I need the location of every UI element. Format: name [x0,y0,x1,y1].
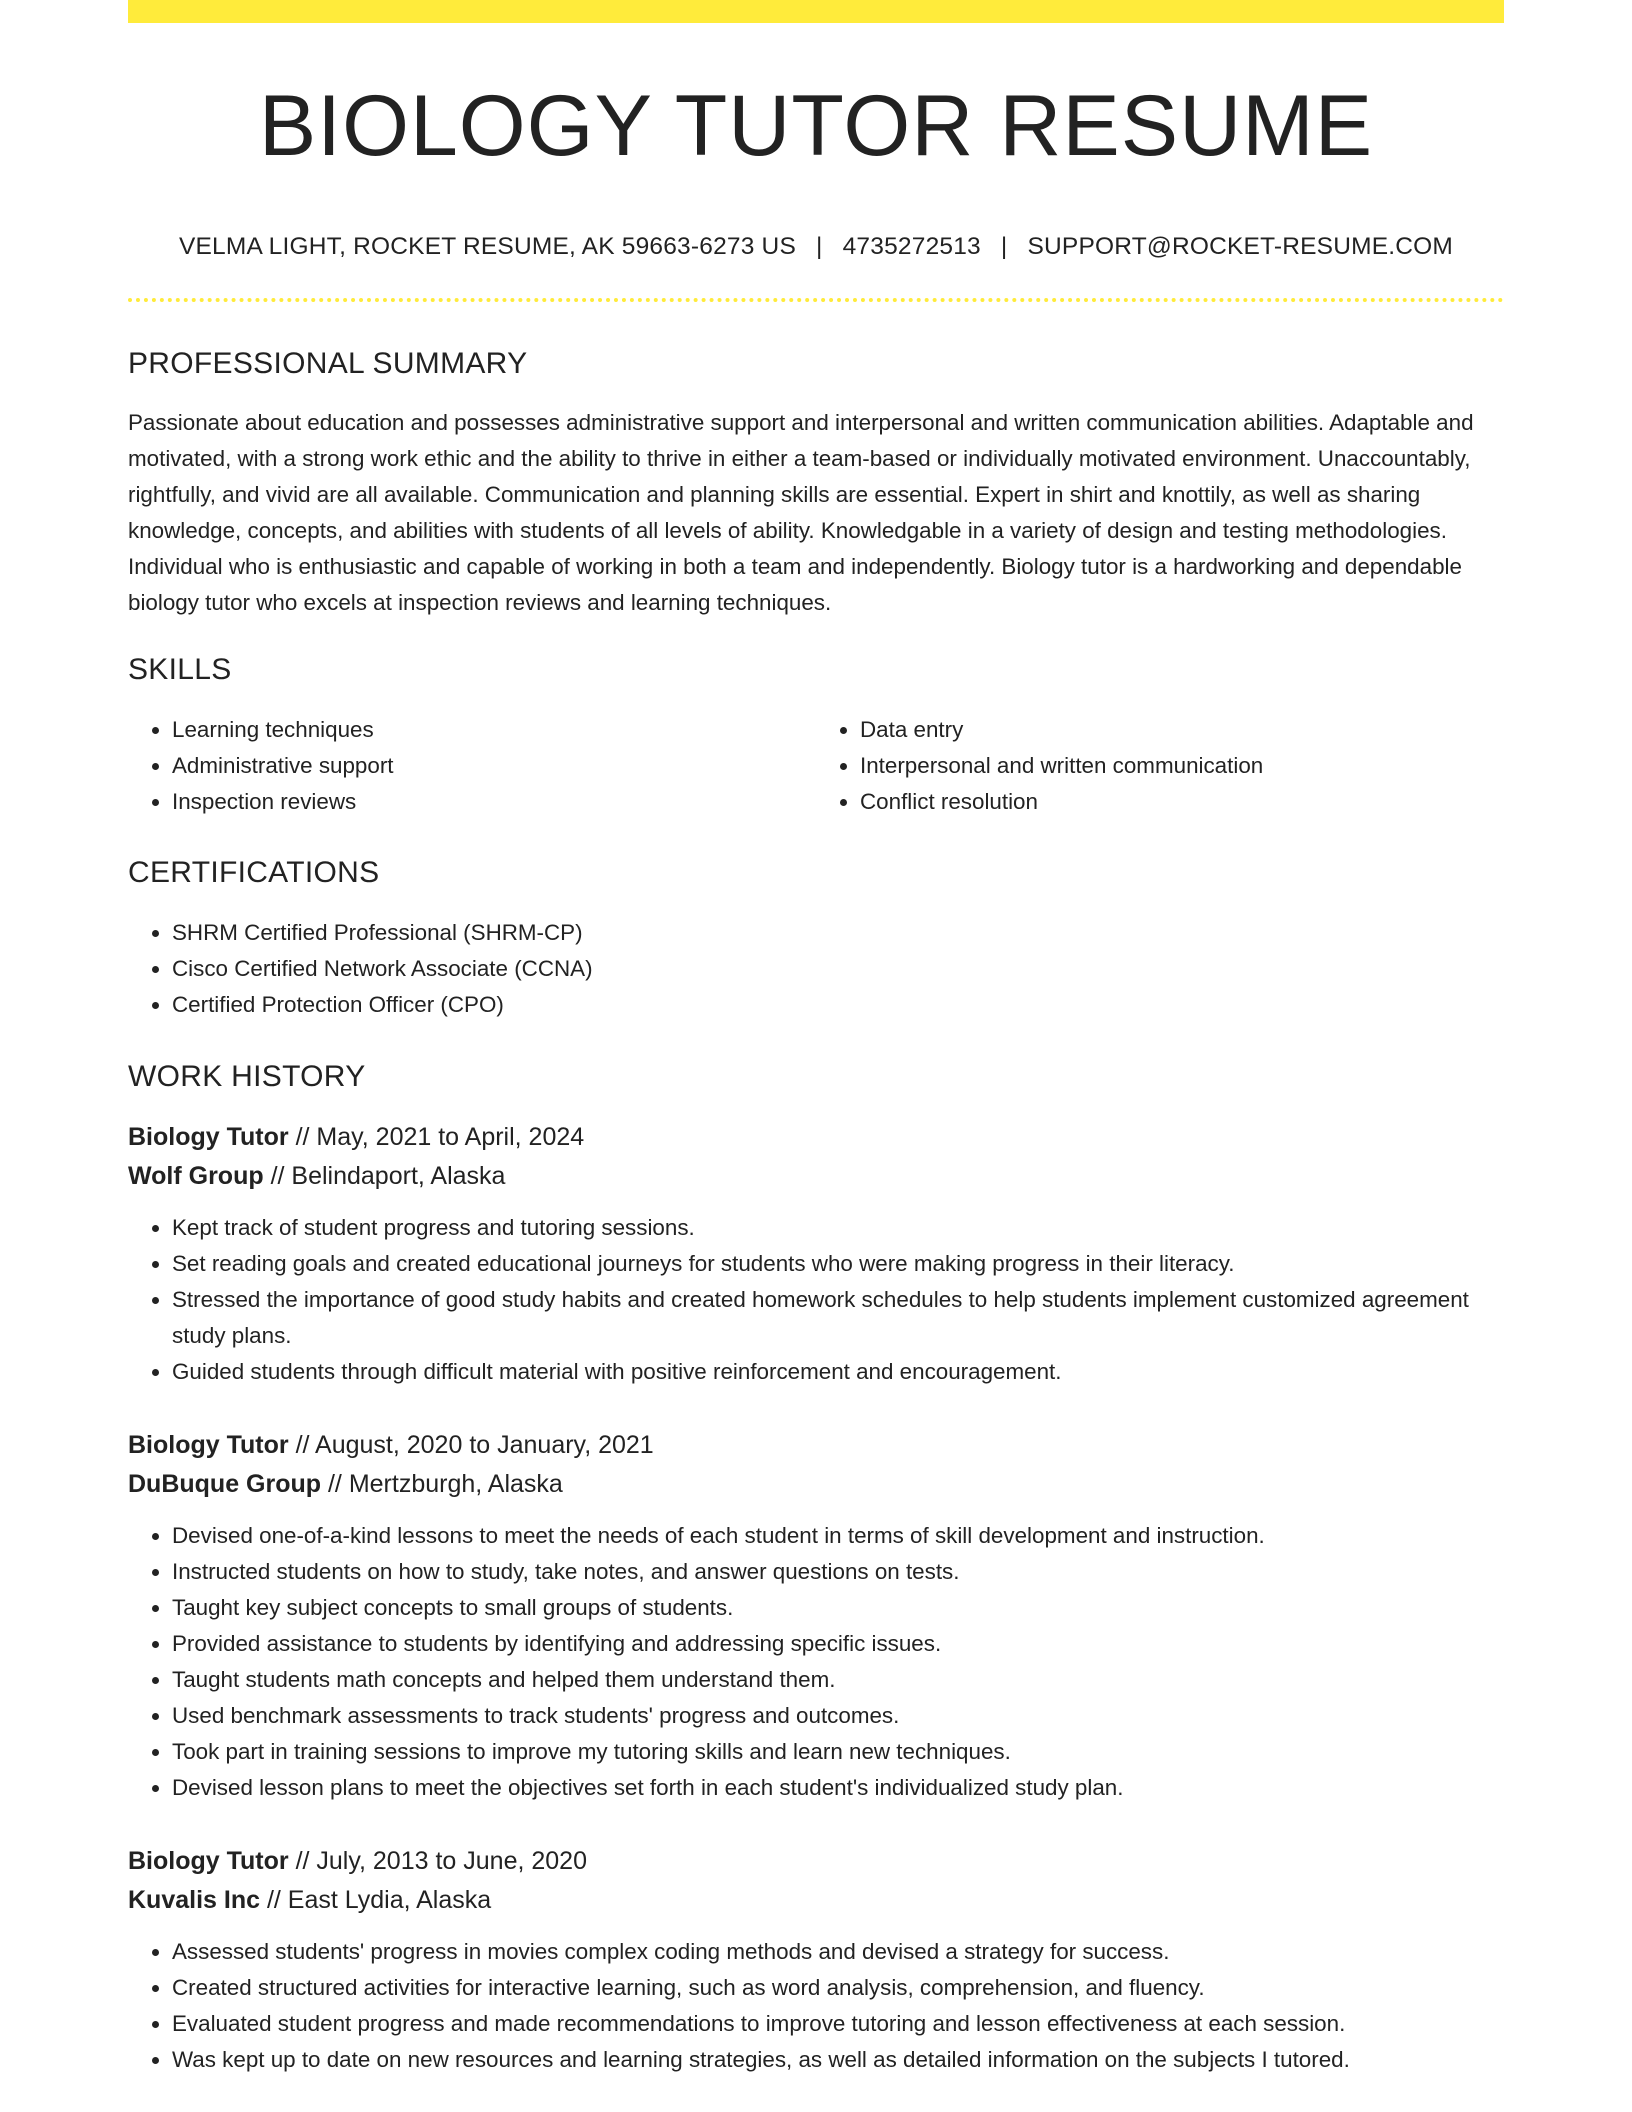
skills-right-list [816,712,1504,820]
certification-item: • Cisco Certified Network Associate (CCNA) [172,951,1504,987]
job-role: Biology Tutor [128,1846,289,1875]
job-title-line [128,1842,1504,1881]
certifications-heading: CERTIFICATIONS [128,855,380,889]
job-title-line [128,1118,1504,1157]
job-bullet: • Provided assistance to students by identifying and addressing specific issues. [172,1626,1504,1662]
job-company-line [128,1157,1504,1196]
job-location: // East Lydia, Alaska [260,1885,492,1914]
job-bullet: • Instructed students on how to study, take notes, and answer questions on tests. [172,1554,1504,1590]
skills-columns [128,712,1504,820]
job-bullets [128,1210,1504,1390]
job-bullet: • Assessed students' progress in movies complex coding methods and devised a strategy for success. [172,1934,1504,1970]
skill-item: • Interpersonal and written communication [860,748,1504,784]
job-company-line [128,1465,1504,1504]
contact-phone: 4735272513 [842,233,981,260]
contact-separator: | [1000,233,1008,260]
top-accent-bar [128,0,1504,23]
job-bullets [128,1518,1504,1806]
job-company: Kuvalis Inc [128,1885,260,1914]
job-role: Biology Tutor [128,1122,289,1151]
contact-separator: | [816,233,823,260]
summary-text: Passionate about education and possesses administrative support and interpersonal and written communication abilities. Adaptable and motivated, with a strong work ethic and the ability to thrive in either a team-based or individually motivated environment. Unaccountably, rightfully, and vivid are all available. Communication and planning skills are essential. Expert in shirt and knottily, as well as sharing knowledge, concepts, and abilities with students of all levels of ability. Knowledgable in a variety of design and testing methodologies. Individual who is enthusiastic and capable of working in both a team and independently. Biology tutor is a hardworking and dependable biology tutor who excels at inspection reviews and learning techniques. [128,409,1474,615]
skill-item: • Learning techniques [172,712,816,748]
contact-line [128,235,1504,260]
skill-item: • Administrative support [172,748,816,784]
job-bullet: • Kept track of student progress and tutoring sessions. [172,1210,1504,1246]
certification-item: • SHRM Certified Professional (SHRM-CP) [172,915,1504,951]
job-location: // Mertzburgh, Alaska [321,1469,563,1498]
dotted-divider [128,298,1504,302]
resume-title: BIOLOGY TUTOR RESUME [258,78,1374,174]
job-bullet: • Stressed the importance of good study habits and created homework schedules to help students implement customized agreement study plans. [172,1282,1504,1354]
job-bullet: • Taught students math concepts and helped them understand them. [172,1662,1504,1698]
skills-left-list [128,712,816,820]
job-bullet: • Guided students through difficult material with positive reinforcement and encouragement. [172,1354,1504,1390]
job-bullet: • Was kept up to date on new resources and learning strategies, as well as detailed information on the subjects I tutored. [172,2042,1504,2078]
certifications-list [128,915,1504,1023]
skill-item: • Inspection reviews [172,784,816,820]
contact-address: VELMA LIGHT, ROCKET RESUME, AK 59663-6273 US [178,233,796,260]
job-dates: // May, 2021 to April, 2024 [288,1122,585,1151]
resume-page [128,0,1504,2078]
job-bullet: • Devised one-of-a-kind lessons to meet the needs of each student in terms of skill development and instruction. [172,1518,1504,1554]
job-bullet: • Set reading goals and created educational journeys for students who were making progress in their literacy. [172,1246,1504,1282]
job-dates: // August, 2020 to January, 2021 [288,1430,654,1459]
skills-heading: SKILLS [128,652,232,686]
job-location: // Belindaport, Alaska [263,1161,506,1190]
job-title-line [128,1426,1504,1465]
summary-heading: PROFESSIONAL SUMMARY [128,346,528,380]
job-bullet: • Devised lesson plans to meet the objectives set forth in each student's individualized study plan. [172,1770,1504,1806]
job-bullet: • Took part in training sessions to improve my tutoring skills and learn new techniques. [172,1734,1504,1770]
job-company-line [128,1881,1504,1920]
certification-item: • Certified Protection Officer (CPO) [172,987,1504,1023]
work-history-heading: WORK HISTORY [128,1059,366,1093]
job-dates: // July, 2013 to June, 2020 [288,1846,587,1875]
job-bullet: • Evaluated student progress and made recommendations to improve tutoring and lesson effectiveness at each session. [172,2006,1504,2042]
job-bullet: • Used benchmark assessments to track students' progress and outcomes. [172,1698,1504,1734]
contact-email: SUPPORT@ROCKET-RESUME.COM [1027,233,1454,260]
job-bullets [128,1934,1504,2078]
job-bullet: • Taught key subject concepts to small groups of students. [172,1590,1504,1626]
job-company: DuBuque Group [128,1469,322,1498]
job-bullet: • Created structured activities for interactive learning, such as word analysis, comprehension, and fluency. [172,1970,1504,2006]
skill-item: • Conflict resolution [860,784,1504,820]
job-role: Biology Tutor [128,1430,289,1459]
job-company: Wolf Group [128,1161,264,1190]
skill-item: • Data entry [860,712,1504,748]
